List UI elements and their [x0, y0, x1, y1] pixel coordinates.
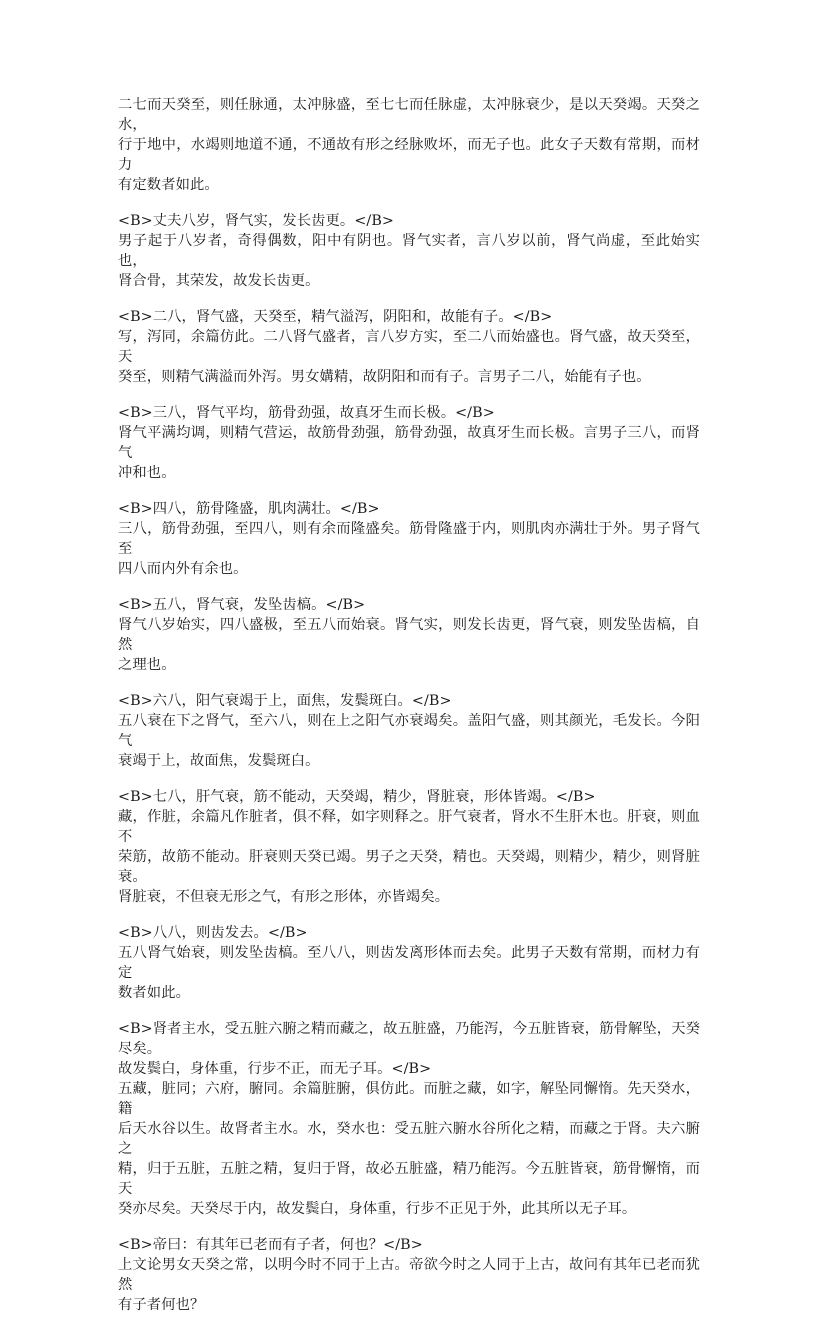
text-line: 衰竭于上，故面焦，发鬓斑白。	[118, 753, 320, 769]
paragraph-two-eights	[118, 307, 700, 387]
text-line: 有子者何也？	[118, 1297, 205, 1313]
heading-line: <B>肾者主水，受五脏六腑之精而藏之，故五脏盛，乃能泻，今五脏皆衰，筋骨解坠，天癸尽矣。	[118, 1021, 700, 1057]
text-line: 行于地中，水竭则地道不通，不通故有形之经脉败坏，而无子也。此女子天数有常期，而材力	[118, 137, 700, 173]
paragraph-four-eights	[118, 499, 700, 579]
text-line: 荣筋，故筋不能动。肝衰则天癸已竭。男子之天癸，精也。天癸竭，则精少，精少，则肾脏衰。	[118, 849, 700, 885]
text-line: 精，归于五脏，五脏之精，复归于肾，故必五脏盛，精乃能泻。今五脏皆衰，筋骨懈惰，而天	[118, 1161, 700, 1197]
heading-line: <B>四八，筋骨隆盛，肌肉满壮。</B>	[118, 501, 380, 517]
text-line: 写，泻同，余篇仿此。二八肾气盛者，言八岁方实，至二八而始盛也。肾气盛，故天癸至，天	[118, 329, 700, 365]
text-line: 三八，筋骨劲强，至四八，则有余而隆盛矣。筋骨隆盛于内，则肌肉亦满壮于外。男子肾气至	[118, 521, 700, 557]
paragraph-female-cycle	[118, 95, 700, 195]
paragraph-five-eights	[118, 595, 700, 675]
text-line: 四八而内外有余也。	[118, 561, 248, 577]
text-line: 五八肾气始衰，则发坠齿槁。至八八，则齿发离形体而去矣。此男子天数有常期，而材力有定	[118, 945, 700, 981]
paragraph-emperor-question	[118, 1235, 700, 1315]
text-line: 肾合骨，其荣发，故发长齿更。	[118, 273, 320, 289]
text-line: 肾气平满均调，则精气营运，故筋骨劲强，筋骨劲强，故真牙生而长极。言男子三八，而肾气	[118, 425, 700, 461]
text-line: 后天水谷以生。故肾者主水。水，癸水也：受五脏六腑水谷所化之精，而藏之于肾。夫六腑之	[118, 1121, 700, 1157]
heading-line: <B>二八，肾气盛，天癸至，精气溢泻，阴阳和，故能有子。</B>	[118, 309, 553, 325]
heading-line: <B>五八，肾气衰，发坠齿槁。</B>	[118, 597, 366, 613]
text-line: 癸至，则精气满溢而外泻。男女媾精，故阴阳和而有子。言男子二八，始能有子也。	[118, 369, 651, 385]
text-line: 癸亦尽矣。天癸尽于内，故发鬓白，身体重，行步不正见于外，此其所以无子耳。	[118, 1201, 637, 1217]
text-line: 二七而天癸至，则任脉通，太冲脉盛，至七七而任脉虚，太冲脉衰少，是以天癸竭。天癸之水，	[118, 97, 700, 133]
heading-line: <B>丈夫八岁，肾气实，发长齿更。</B>	[118, 213, 395, 229]
paragraph-three-eights	[118, 403, 700, 483]
text-line: 男子起于八岁者，奇得偶数，阳中有阴也。肾气实者，言八岁以前，肾气尚虚，至此始实也，	[118, 233, 700, 269]
paragraph-eight-eights	[118, 923, 700, 1003]
heading-line: 故发鬓白，身体重，行步不正，而无子耳。</B>	[118, 1061, 432, 1077]
paragraph-kidney-water	[118, 1019, 700, 1219]
text-line: 五藏，脏同；六府，腑同。余篇脏腑，俱仿此。而脏之藏，如字，解坠同懈惰。先天癸水，籍	[118, 1081, 700, 1117]
text-line: 肾脏衰，不但衰无形之气，有形之形体，亦皆竭矣。	[118, 889, 450, 905]
text-line: 冲和也。	[118, 465, 176, 481]
paragraph-six-eights	[118, 691, 700, 771]
heading-line: <B>三八，肾气平均，筋骨劲强，故真牙生而长极。</B>	[118, 405, 495, 421]
heading-line: <B>八八，则齿发去。</B>	[118, 925, 308, 941]
heading-line: <B>帝曰：有其年已老而有子者，何也？</B>	[118, 1237, 423, 1253]
heading-line: <B>六八，阳气衰竭于上，面焦，发鬓斑白。</B>	[118, 693, 452, 709]
text-line: 肾气八岁始实，四八盛极，至五八而始衰。肾气实，则发长齿更，肾气衰，则发坠齿槁，自然	[118, 617, 700, 653]
text-line: 五八衰在下之肾气，至六八，则在上之阳气亦衰竭矣。盖阳气盛，则其颜光，毛发长。今阳气	[118, 713, 700, 749]
text-line: 数者如此。	[118, 985, 190, 1001]
heading-line: <B>七八，肝气衰，筋不能动，天癸竭，精少，肾脏衰，形体皆竭。</B>	[118, 789, 596, 805]
document-page	[118, 95, 700, 1331]
text-line: 有定数者如此。	[118, 177, 219, 193]
text-line: 藏，作脏，余篇凡作脏者，俱不释，如字则释之。肝气衰者，肾水不生肝木也。肝衰，则血不	[118, 809, 700, 845]
paragraph-seven-eights	[118, 787, 700, 907]
text-line: 之理也。	[118, 657, 176, 673]
text-line: 上文论男女天癸之常，以明今时不同于上古。帝欲今时之人同于上古，故问有其年已老而犹然	[118, 1257, 700, 1293]
paragraph-eight-years	[118, 211, 700, 291]
